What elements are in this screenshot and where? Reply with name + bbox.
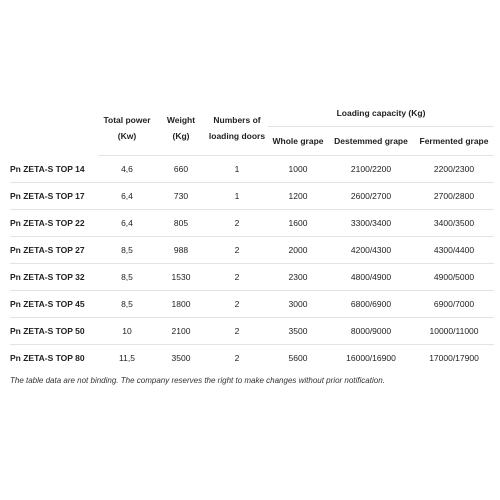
power-cell: 10 [98, 318, 156, 345]
fermented-grape-cell: 3400/3500 [414, 210, 494, 237]
fermented-grape-cell: 2200/2300 [414, 156, 494, 183]
destemmed-grape-cell: 2600/2700 [328, 183, 414, 210]
loading-doors-header-line1: Numbers of [213, 114, 261, 125]
table-row [10, 318, 494, 345]
weight-cell: 988 [156, 237, 206, 264]
weight-cell: 3500 [171, 353, 191, 363]
doors-cell: 2 [206, 210, 268, 237]
power-cell: 4,6 [98, 156, 156, 183]
fermented-grape-cell: 6900/7000 [414, 291, 494, 318]
table-row [10, 291, 494, 318]
doors-cell: 1 [206, 156, 268, 183]
model-cell: Pn ZETA-S TOP 50 [10, 318, 98, 345]
weight-cell: 1530 [156, 264, 206, 291]
model-cell: Pn ZETA-S TOP 32 [10, 264, 98, 291]
table-row [10, 210, 494, 237]
destemmed-grape-cell: 4800/4900 [328, 264, 414, 291]
whole-grape-cell: 2000 [268, 237, 328, 264]
weight-cell: 2100 [156, 318, 206, 345]
loading-capacity-header: Loading capacity (Kg) [268, 100, 494, 127]
table-header [10, 100, 494, 156]
fermented-grape-cell: 4300/4400 [414, 237, 494, 264]
destemmed-grape-cell: 6800/6900 [328, 291, 414, 318]
total-power-header [98, 100, 156, 156]
power-cell: 8,5 [98, 237, 156, 264]
weight-header-line2: (Kg) [172, 130, 190, 141]
weight-cell: 1800 [156, 291, 206, 318]
model-cell: Pn ZETA-S TOP 27 [10, 237, 98, 264]
doors-cell: 1 [206, 183, 268, 210]
destemmed-grape-cell: 8000/9000 [328, 318, 414, 345]
whole-grape-cell: 1000 [268, 156, 328, 183]
model-column-header [10, 100, 98, 156]
whole-grape-cell: 2300 [268, 264, 328, 291]
whole-grape-cell: 5600 [288, 353, 308, 363]
fermented-grape-header: Fermented grape [414, 127, 494, 156]
model-cell: Pn ZETA-S TOP 45 [10, 291, 98, 318]
model-cell: Pn ZETA-S TOP 80 [10, 353, 85, 363]
total-power-header-line2: (Kw) [117, 130, 137, 141]
table-row [10, 345, 494, 372]
destemmed-grape-cell: 2100/2200 [328, 156, 414, 183]
fermented-grape-cell: 2700/2800 [414, 183, 494, 210]
weight-cell: 805 [156, 210, 206, 237]
table-row [10, 156, 494, 183]
destemmed-grape-cell: 3300/3400 [328, 210, 414, 237]
fermented-grape-cell: 4900/5000 [414, 264, 494, 291]
table-row [10, 237, 494, 264]
specifications-table [10, 100, 494, 371]
weight-header [156, 100, 206, 156]
whole-grape-cell: 3000 [268, 291, 328, 318]
doors-cell: 2 [206, 264, 268, 291]
destemmed-grape-cell: 4200/4300 [328, 237, 414, 264]
model-cell: Pn ZETA-S TOP 22 [10, 210, 98, 237]
whole-grape-cell: 1200 [268, 183, 328, 210]
whole-grape-cell: 3500 [268, 318, 328, 345]
power-cell: 11,5 [119, 353, 135, 363]
power-cell: 8,5 [98, 291, 156, 318]
weight-cell: 660 [156, 156, 206, 183]
fermented-grape-cell: 10000/11000 [414, 318, 494, 345]
doors-cell: 2 [206, 291, 268, 318]
table-body [10, 156, 494, 372]
model-cell: Pn ZETA-S TOP 17 [10, 183, 98, 210]
table-row [10, 264, 494, 291]
power-cell: 6,4 [98, 183, 156, 210]
doors-cell: 2 [206, 318, 268, 345]
table-row [10, 183, 494, 210]
weight-header-line1: Weight [166, 114, 196, 125]
weight-cell: 730 [156, 183, 206, 210]
whole-grape-header: Whole grape [268, 127, 328, 156]
total-power-header-line1: Total power [103, 114, 151, 125]
destemmed-grape-header: Destemmed grape [328, 127, 414, 156]
power-cell: 8,5 [98, 264, 156, 291]
loading-doors-header-line2: loading doors [208, 130, 266, 141]
loading-doors-header [206, 100, 268, 156]
disclaimer-note: The table data are not binding. The company reserves the right to make changes without prior notification. [10, 376, 385, 385]
destemmed-grape-cell: 16000/16900 [346, 353, 396, 363]
power-cell: 6,4 [98, 210, 156, 237]
model-cell: Pn ZETA-S TOP 14 [10, 156, 98, 183]
fermented-grape-cell: 17000/17900 [429, 353, 479, 363]
whole-grape-cell: 1600 [268, 210, 328, 237]
doors-cell: 2 [206, 237, 268, 264]
doors-cell: 2 [234, 353, 240, 363]
